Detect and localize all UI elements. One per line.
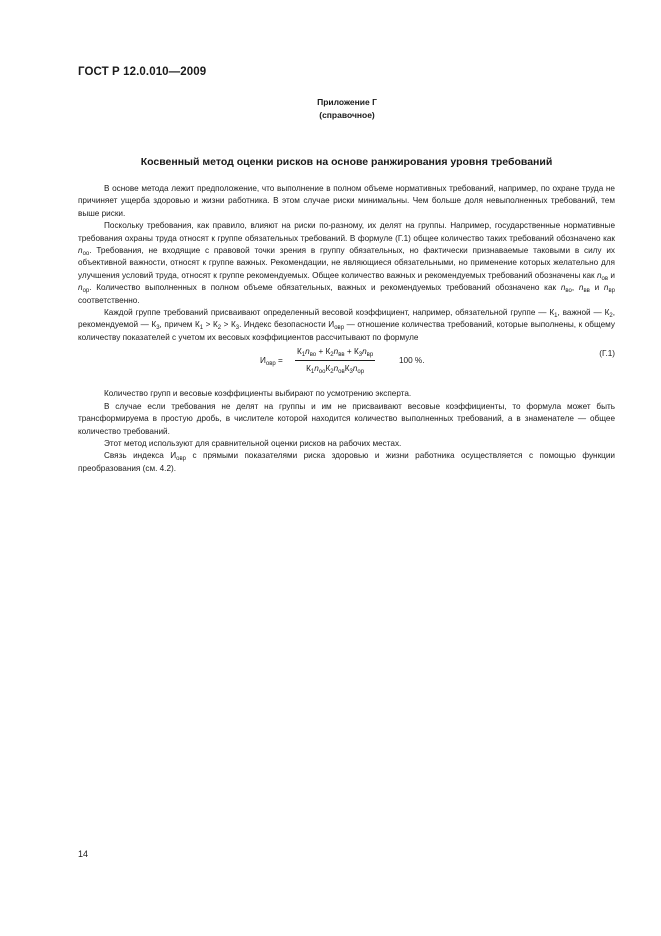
annex-type: (справочное) xyxy=(319,110,375,120)
paragraph-2: Поскольку требования, как правило, влияют на риски по-разному, их делят на группы. Например, государственные нормативные требования охраны труда относят к группе обязательных требований. В формуле (Г.1) общее количество таких требований обозначено как $n_{оо}$. Требования, не входящие с правовой точки зрения в группу обязательных, но фактически признаваемые таковыми в силу их объективной важности, относят к группе важных. Рекомендации, не являющиеся обязательными, но применение которых желательно для улучшения условий труда, относят к группе рекомендуемых. Общее количество важных и рекомендуемых требований обозначены как $n_{ов}$ и $n_{ор}$. Количество выполненных в полном объеме обязательных, важных и рекомендуемых требований обозначено как $n_{во}$, $n_{вв}$ и $n_{вр}$ соответственно. xyxy=(78,221,616,305)
page-number: 14 xyxy=(78,849,89,859)
section-title: Косвенный метод оценки рисков на основе ранжирования уровня требований xyxy=(140,156,553,168)
formula-denominator: $К_1n_{оо}К_2n_{ов}К_3n_{ор}$ xyxy=(306,363,365,375)
formula-number: (Г.1) xyxy=(599,349,615,359)
formula-g1 xyxy=(78,346,615,380)
annex-title: Приложение Г xyxy=(317,97,377,107)
paragraph-5: В случае если требования не делят на группы и им не присваивают весовые коэффициенты, то формула может быть трансформируема в простую дробь, в числителе которой находится количество выполненных требований, а в знаменателе — общее количество требований. xyxy=(78,401,615,436)
formula-fraction xyxy=(295,346,375,375)
formula-numerator: $К_1n_{во} + К_2n_{вв} + К_3n_{вр}$ xyxy=(295,346,375,360)
paragraph-7: Связь индекса $И_{овр}$ с прямыми показателями риска здоровью и жизни работника осуществляется с помощью функции преобразования (см. 4.2). xyxy=(78,451,615,473)
paragraph-6: Этот метод используют для сравнительной оценки рисков на рабочих местах. xyxy=(104,438,402,448)
paragraph-1: В основе метода лежит предположение, что выполнение в полном объеме нормативных требований, например, по охране труда не причиняет ущерба здоровью и жизни работника. В этом случае риски минимальны. Чем больше доля невыполненных требований, тем выше риски. xyxy=(78,184,615,218)
paragraph-4: Количество групп и весовые коэффициенты выбирают по усмотрению эксперта. xyxy=(104,389,412,399)
formula-multiplier: 100 %. xyxy=(399,356,425,366)
document-body xyxy=(78,183,615,475)
document-header: ГОСТ Р 12.0.010—2009 xyxy=(78,66,207,78)
formula-lhs: $И_{овр}$ = xyxy=(260,356,283,368)
paragraph-3: Каждой группе требований присваивают определенный весовой коэффициент, например, обязательной группе — $К_1$, важной — $К_2$, рекомендуемой — $К_3$, причем $К_1 > К_2 > К_3$. Индекс безопасности $И_{овр}$ — отношение количества требований, которые выполнены, к общему количеству показателей с учетом их весовых коэффициентов рассчитывают по формуле xyxy=(78,308,615,342)
annex-heading xyxy=(0,96,661,122)
